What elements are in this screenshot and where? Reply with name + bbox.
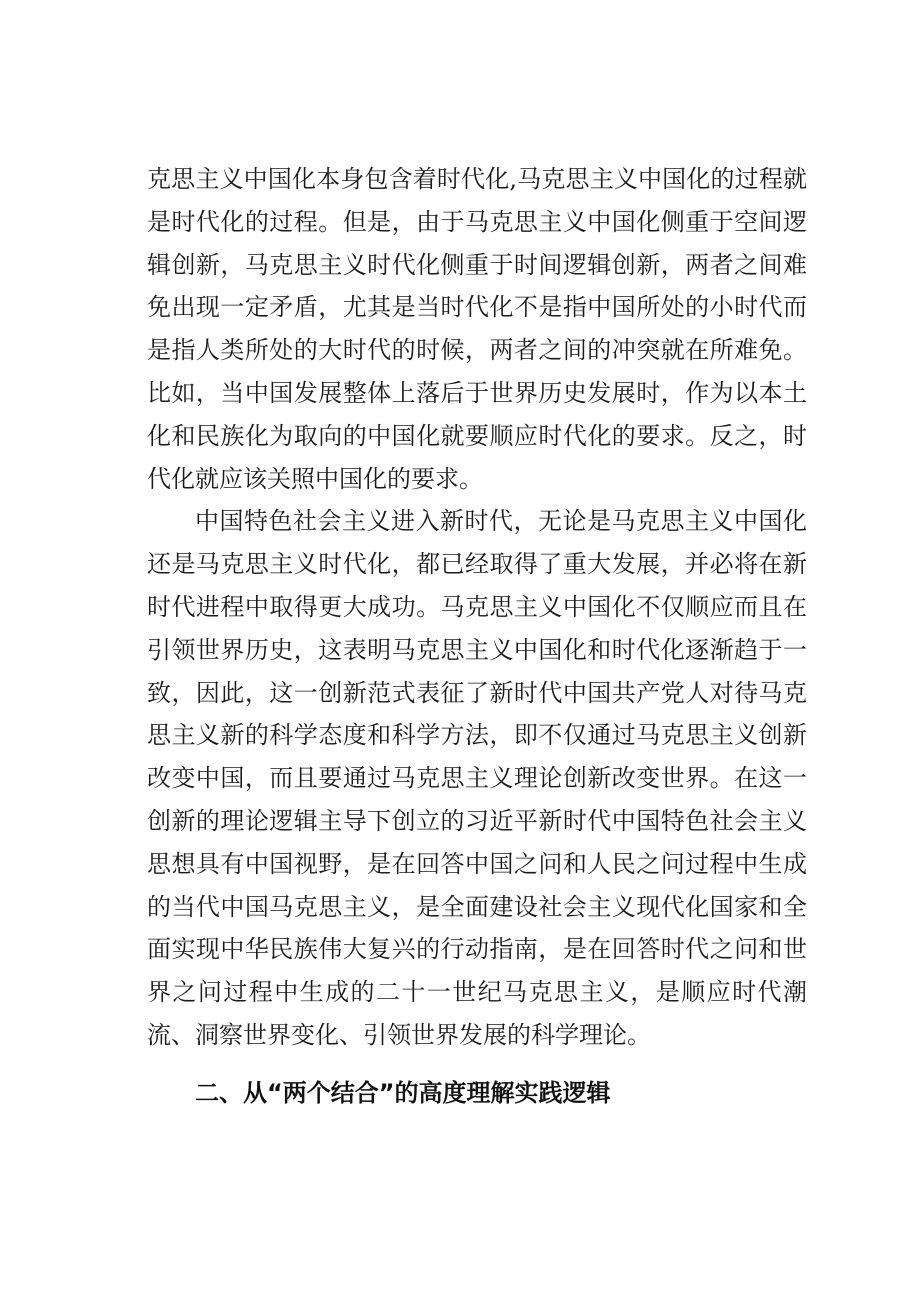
paragraph-2: 中国特色社会主义进入新时代，无论是马克思主义中国化还是马克思主义时代化，都已经取得了重大发展，并必将在新时代进程中取得更大成功。马克思主义中国化不仅顺应而且在引领世界历史，这表明马克思主义中国化和时代化逐渐趋于一致，因此，这一创新范式表征了新时代中国共产党人对待马克思主义新的科学态度和科学方法，即不仅通过马克思主义创新改变中国，而且要通过马克思主义理论创新改变世界。在这一创新的理论逻辑主导下创立的习近平新时代中国特色社会主义思想具有中国视野，是在回答中国之问和人民之问过程中生成的当代中国马克思主义，是全面建设社会主义现代化国家和全面实现中华民族伟大复兴的行动指南，是在回答时代之问和世界之问过程中生成的二十一世纪马克思主义，是顺应时代潮流、洞察世界变化、引领世界发展的科学理论。	[147, 507, 807, 1049]
paragraph-1: 克思主义中国化本身包含着时代化,马克思主义中国化的过程就是时代化的过程。但是，由于马克思主义中国化侧重于空间逻辑创新，马克思主义时代化侧重于时间逻辑创新，两者之间难免出现一定矛盾，尤其是当时代化不是指中国所处的小时代而是指人类所处的大时代的时候，两者之间的冲突就在所难免。比如，当中国发展整体上落后于世界历史发展时，作为以本土化和民族化为取向的中国化就要顺应时代化的要求。反之，时代化就应该关照中国化的要求。	[147, 165, 807, 493]
section-heading: 二、从“两个结合”的高度理解实践逻辑	[195, 1079, 611, 1107]
body-text	[147, 158, 807, 1057]
